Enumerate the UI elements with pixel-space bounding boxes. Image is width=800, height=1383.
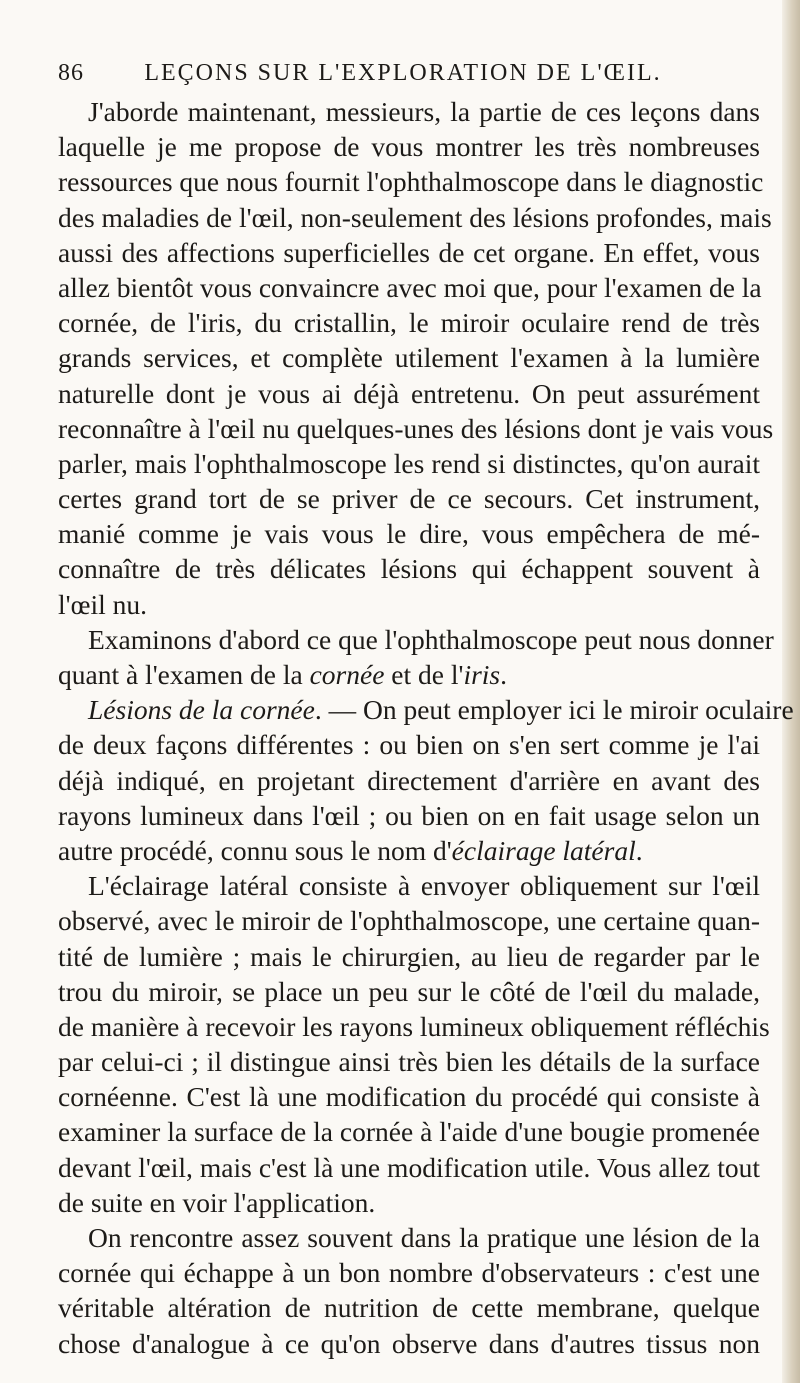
text-line: naturelle dont je vous ai déjà entretenu. On peut assurément [58,377,760,409]
text-line: par celui-ci ; il distingue ainsi très bien les détails de la surface [58,1046,760,1078]
text-line: J'aborde maintenant, messieurs, la partie de ces leçons dans [88,96,760,127]
text-line: parler, mais l'ophthalmoscope les rend si distinctes, qu'on aurait [58,447,760,479]
text-line: On rencontre assez souvent dans la pratique une lésion de la [88,1222,760,1253]
text-line: véritable altération de nutrition de cette membrane, quelque [58,1292,760,1324]
text-line: autre procédé, connu sous le nom d'éclairage latéral. [58,834,643,866]
text-line: grands services, et complète utilement l'examen à la lumière [58,342,760,374]
text-line: de deux façons différentes : ou bien on s'en sert comme je l'ai [58,729,760,761]
text-line: Lésions de la cornée. — On peut employer ici le miroir oculaire [88,694,794,726]
text-line: l'œil nu. [58,588,147,620]
text-line: cornéenne. C'est là une modification du procédé qui consiste à [58,1081,760,1113]
text-line: examiner la surface de la cornée à l'aide d'une bougie promenée [58,1116,760,1148]
text-line: observé, avec le miroir de l'ophthalmoscope, une certaine quan- [58,905,760,937]
text-line: de suite en voir l'application. [58,1186,376,1218]
text-line: certes grand tort de se priver de ce secours. Cet instrument, [58,483,760,515]
text-line: trou du miroir, se place un peu sur le côté de l'œil du malade, [58,975,760,1007]
text-line: manié comme je vais vous le dire, vous empêchera de mé- [58,518,760,550]
text-line: reconnaître à l'œil nu quelques-unes des lésions dont je vais vous [58,412,774,444]
text-line: déjà indiqué, en projetant directement d'arrière en avant des [58,764,760,796]
page-number: 86 [58,60,84,86]
text-line: cornée, de l'iris, du cristallin, le miroir oculaire rend de très [58,307,760,339]
text-line: L'éclairage latéral consiste à envoyer obliquement sur l'œil [88,870,760,902]
text-line: Examinons d'abord ce que l'ophthalmoscope peut nous donner [88,623,774,655]
page-header [58,60,748,92]
text-line: chose d'analogue à ce qu'on observe dans d'autres tissus non [58,1327,760,1359]
text-line: devant l'œil, mais c'est là une modification utile. Vous allez tout [58,1151,760,1183]
text-line: rayons lumineux dans l'œil ; ou bien on en fait usage selon un [58,799,760,831]
section-heading: Lésions de la cornée [88,694,315,726]
text-line: cornée qui échappe à un bon nombre d'observateurs : c'est une [58,1257,760,1289]
text-line: ressources que nous fournit l'ophthalmoscope dans le diagnostic [58,166,764,198]
text-line: laquelle je me propose de vous montrer les très nombreuses [58,131,760,163]
text-line: aussi des affections superficielles de cet organe. En effet, vous [58,236,760,268]
text-line: quant à l'examen de la cornée et de l'iris. [58,659,508,690]
text-line: de manière à recevoir les rayons lumineux obliquement réfléchis [58,1010,770,1042]
text-line: tité de lumière ; mais le chirurgien, au lieu de regarder par le [58,940,760,972]
running-title: LEÇONS SUR L'EXPLORATION DE L'ŒIL. [144,60,662,86]
text-line: allez bientôt vous convaincre avec moi que, pour l'examen de la [58,271,762,303]
text-line: connaître de très délicates lésions qui échappent souvent à [58,553,760,585]
body-text [58,94,794,1361]
text-line: des maladies de l'œil, non-seulement des lésions profondes, mais [58,201,772,233]
